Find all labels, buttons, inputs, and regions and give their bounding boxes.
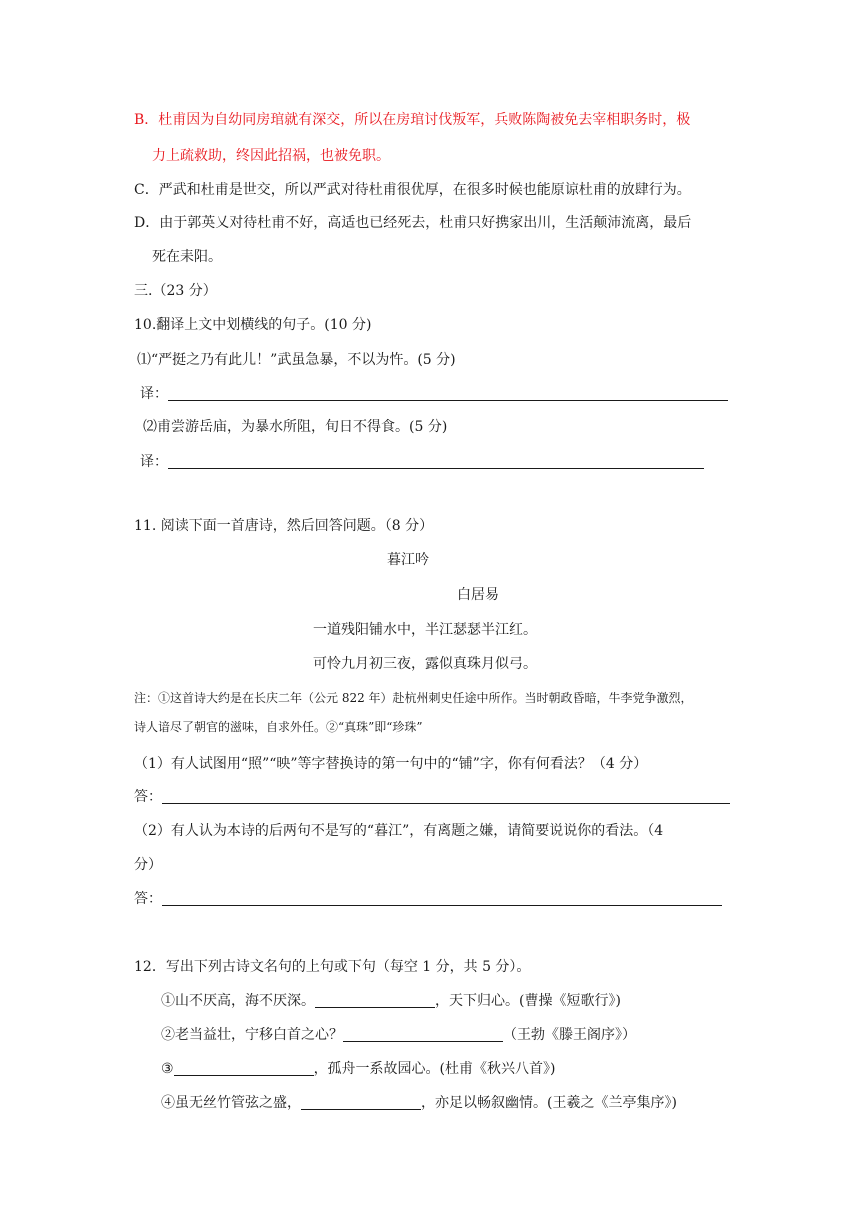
- poem-verse-1: 一道残阳铺水中，半江瑟瑟半江红。: [313, 622, 537, 638]
- q10-answer-2: [140, 452, 704, 472]
- q11-part1: （1）有人试图用“照”“映”等字替换诗的第一句中的“铺”字，你有何看法？（4 分）: [134, 756, 648, 772]
- item-text: （王勃《滕王阁序》）: [503, 1027, 636, 1043]
- answer-line[interactable]: [168, 452, 704, 469]
- q10-sentence-1: ⑴“严挺之乃有此儿！”武虽急暴，不以为忤。(5 分): [137, 352, 456, 368]
- q12-item-4: [161, 1093, 677, 1113]
- item-text: ，孤舟一系故园心。(杜甫《秋兴八首》): [313, 1061, 556, 1077]
- q12-stem: 12．写出下列古诗文名句的上句或下句（每空 1 分，共 5 分）。: [134, 959, 531, 975]
- answer-label: 答：: [134, 789, 162, 805]
- answer-line[interactable]: [168, 384, 728, 401]
- q12-item-3: [161, 1059, 556, 1079]
- q10-sentence-2: ⑵甫尝游岳庙，为暴水所阻，旬日不得食。(5 分): [143, 419, 448, 435]
- q12-item-2: [161, 1025, 636, 1045]
- q10-stem: 10.翻译上文中划横线的句子。(10 分): [134, 317, 372, 333]
- poem-author: 白居易: [457, 587, 499, 603]
- poem-verse-2: 可怜九月初三夜，露似真珠月似弓。: [313, 656, 537, 672]
- q11-answer-1: [134, 787, 730, 807]
- item-text: ③: [161, 1061, 174, 1077]
- q11-stem: 11. 阅读下面一首唐诗，然后回答问题。（8 分）: [134, 518, 434, 534]
- q12-item-1: [161, 991, 621, 1011]
- q11-part2-line2: 分）: [134, 857, 162, 873]
- fill-blank[interactable]: [174, 1060, 314, 1076]
- translate-label: 译：: [140, 386, 168, 402]
- note-line1: 注：①这首诗大约是在长庆二年（公元 822 年）赴杭州刺史任途中所作。当时朝政昏暗，牛李党争激烈，: [134, 691, 693, 705]
- section-heading: 三.（23 分）: [134, 283, 217, 299]
- fill-blank[interactable]: [343, 1026, 503, 1042]
- item-text: ②老当益壮，宁移白首之心？: [161, 1027, 343, 1043]
- fill-blank[interactable]: [301, 1094, 421, 1110]
- translate-label: 译：: [140, 454, 168, 470]
- option-b-line2: 力上疏救助，终因此招祸，也被免职。: [152, 148, 390, 164]
- item-text: ④虽无丝竹管弦之盛，: [161, 1095, 301, 1111]
- item-text: ，亦足以畅叙幽情。(王羲之《兰亭集序》): [421, 1095, 677, 1111]
- q11-part2-line1: （2）有人认为本诗的后两句不是写的“暮江”，有离题之嫌，请简要说说你的看法。（4: [134, 823, 664, 839]
- q10-answer-1: [140, 384, 728, 404]
- option-b-line1: B．杜甫因为自幼同房琯就有深交，所以在房琯讨伐叛军，兵败陈陶被免去宰相职务时，极: [134, 112, 691, 128]
- item-text: ，天下归心。(曹操《短歌行》): [435, 993, 621, 1009]
- fill-blank[interactable]: [315, 992, 435, 1008]
- poem-title: 暮江吟: [387, 552, 429, 568]
- option-d-line1: D．由于郭英乂对待杜甫不好，高适也已经死去，杜甫只好携家出川，生活颠沛流离，最后: [134, 215, 692, 231]
- answer-line[interactable]: [162, 889, 722, 906]
- option-d-line2: 死在耒阳。: [152, 249, 222, 265]
- item-text: ①山不厌高，海不厌深。: [161, 993, 315, 1009]
- answer-line[interactable]: [162, 787, 730, 804]
- option-c: C．严武和杜甫是世交，所以严武对待杜甫很优厚，在很多时候也能原谅杜甫的放肆行为。: [134, 182, 691, 198]
- answer-label: 答：: [134, 891, 162, 907]
- note-line2: 诗人谙尽了朝官的滋味，自求外任。②“真珠”即“珍珠”: [134, 720, 423, 734]
- q11-answer-2: [134, 889, 722, 909]
